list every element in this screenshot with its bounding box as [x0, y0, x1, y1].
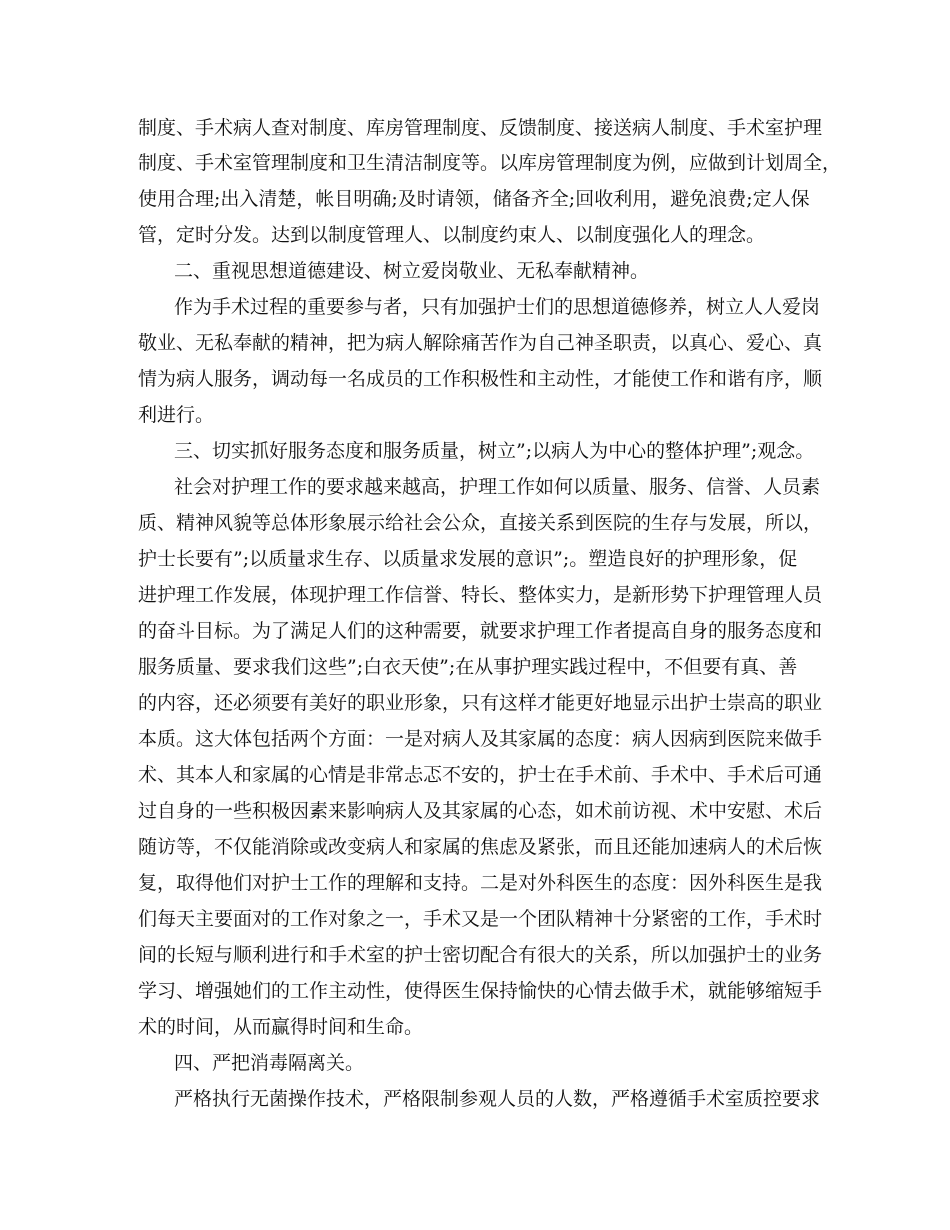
text-line: 严格执行无菌操作技术，严格限制参观人员的人数，严格遵循手术室质控要求	[174, 1088, 821, 1110]
text-line: 质、精神风貌等总体形象展示给社会公众，直接关系到医院的生存与发展，所以，	[138, 512, 823, 534]
text-line: 本质。这大体包括两个方面：一是对病人及其家属的态度：病人因病到医院来做手	[138, 728, 823, 750]
text-line: 制度、手术室管理制度和卫生清洁制度等。以库房管理制度为例，应做到计划周全，	[138, 152, 842, 174]
text-line: 护士长要有”;以质量求生存、以质量求发展的意识”;。塑造良好的护理形象，促	[138, 548, 798, 570]
text-line: 进护理工作发展，体现护理工作信誉、特长、整体实力，是新形势下护理管理人员	[138, 584, 823, 606]
text-line: 利进行。	[138, 404, 215, 426]
text-line: 们每天主要面对的工作对象之一，手术又是一个团队精神十分紧密的工作，手术时	[138, 908, 823, 930]
text-line: 学习、增强她们的工作主动性，使得医生保持愉快的心情去做手术，就能够缩短手	[138, 980, 823, 1002]
text-line: 制度、手术病人查对制度、库房管理制度、反馈制度、接送病人制度、手术室护理	[138, 117, 823, 139]
text-line: 的内容，还必须要有美好的职业形象，只有这样才能更好地显示出护士崇高的职业	[138, 692, 823, 714]
text-line: 术、其本人和家属的心情是非常忐忑不安的，护士在手术前、手术中、手术后可通	[138, 764, 823, 786]
text-line: 社会对护理工作的要求越来越高，护理工作如何以质量、服务、信誉、人员素	[174, 476, 821, 498]
text-line: 过自身的一些积极因素来影响病人及其家属的心态，如术前访视、术中安慰、术后	[138, 800, 823, 822]
text-line: 作为手术过程的重要参与者，只有加强护士们的思想道德修养，树立人人爱岗	[174, 296, 821, 318]
text-line: 随访等，不仅能消除或改变病人和家属的焦虑及紧张，而且还能加速病人的术后恢	[138, 836, 823, 858]
text-line: 管，定时分发。达到以制度管理人、以制度约束人、以制度强化人的理念。	[138, 224, 766, 246]
section-heading: 三、切实抓好服务态度和服务质量，树立”;以病人为中心的整体护理”;观念。	[174, 440, 815, 462]
section-heading: 二、重视思想道德建设、树立爱岗敬业、无私奉献精神。	[174, 260, 650, 282]
text-line: 的奋斗目标。为了满足人们的这种需要，就要求护理工作者提高自身的服务态度和	[138, 620, 823, 642]
text-line: 服务质量、要求我们这些”;白衣天使”;在从事护理实践过程中，不但要有真、善	[138, 656, 798, 678]
section-heading: 四、严把消毒隔离关。	[174, 1052, 365, 1074]
text-line: 复，取得他们对护士工作的理解和支持。二是对外科医生的态度：因外科医生是我	[138, 872, 823, 894]
text-line: 术的时间，从而赢得时间和生命。	[138, 1016, 424, 1038]
text-line: 间的长短与顺利进行和手术室的护士密切配合有很大的关系，所以加强护士的业务	[138, 944, 823, 966]
text-line: 情为病人服务，调动每一名成员的工作积极性和主动性，才能使工作和谐有序，顺	[138, 368, 823, 390]
text-line: 敬业、无私奉献的精神，把为病人解除痛苦作为自己神圣职责，以真心、爱心、真	[138, 332, 823, 354]
text-line: 使用合理;出入清楚，帐目明确;及时请领，储备齐全;回收利用，避免浪费;定人保	[138, 188, 810, 210]
